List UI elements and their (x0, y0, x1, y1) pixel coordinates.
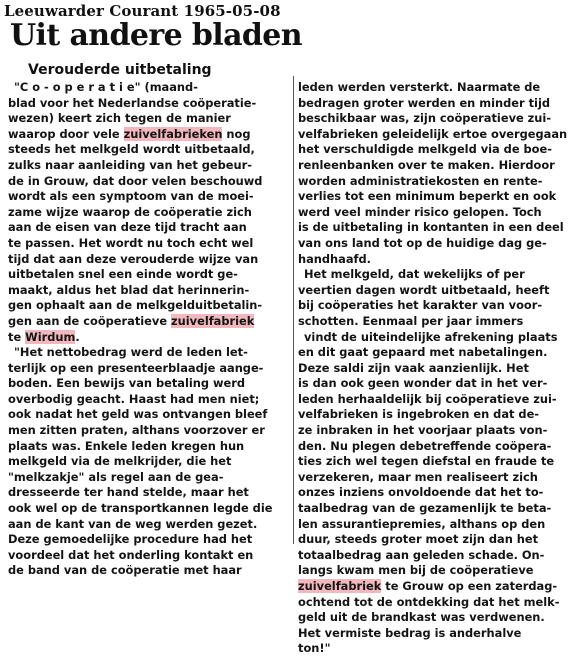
line-text: langs kwam men bij de coöperatieve (298, 563, 534, 578)
line-text: "C o - o p e r a t i e" (maand- (14, 80, 198, 94)
line-text: beschikbaar was, zijn coöperatieve zui- (298, 111, 552, 126)
text-line (8, 407, 288, 423)
text-line (8, 96, 288, 112)
text-line (298, 283, 580, 299)
line-text: onzes inziens onvoldoende dat het to- (298, 485, 544, 500)
line-text: den. Nu plegen debetreffende coöpera- (298, 438, 552, 453)
line-text: leden herhaaldelijk bij coöperatieve zui- (298, 391, 557, 406)
text-line (8, 485, 288, 501)
line-text: is dan ook geen wonder dat in het ver- (298, 376, 548, 391)
text-line (298, 252, 580, 268)
line-text: renleenbanken over te maken. Hierdoor (298, 157, 555, 172)
article-subheading: Verouderde uitbetaling (28, 62, 212, 78)
text-line (298, 376, 580, 392)
highlighted-term: zuivelfabrieken (123, 126, 223, 141)
text-line (8, 392, 288, 408)
line-text: taalbedrag van de gezamenlijk te beta- (298, 501, 552, 516)
line-text: wezen) keert zich tegen de manier (8, 111, 231, 126)
text-line (8, 470, 288, 486)
column-divider (293, 76, 294, 544)
highlighted-term: Wirdum (25, 329, 76, 344)
line-text: dresseerde ter hand stelde, maar het (8, 485, 249, 500)
text-line (8, 283, 288, 299)
text-line (298, 298, 580, 314)
text-line (298, 595, 580, 611)
line-text: Deze gemoedelijke procedure had het (8, 532, 253, 547)
line-text: het verschuldigde melkgeld via de boe- (298, 142, 552, 157)
newspaper-masthead: Leeuwarder Courant 1965-05-08 (4, 2, 281, 20)
text-line (8, 80, 288, 96)
line-text: veertien dagen wordt uitbetaald, heeft (298, 282, 550, 297)
text-line (298, 439, 580, 455)
line-text: men zitten praten, althans voorzover er (8, 423, 265, 438)
line-text: "Het nettobedrag werd de leden let- (14, 345, 248, 360)
text-line (8, 454, 288, 470)
line-text: en dit gaat gepaard met nabetalingen. (298, 345, 548, 360)
text-line (8, 548, 288, 564)
text-line (8, 376, 288, 392)
line-text: de in Grouw, dat door velen beschouwd (8, 173, 263, 188)
line-text: maakt, aldus het blad dat herinnerin- (8, 282, 250, 297)
text-line (298, 158, 580, 174)
text-line (8, 267, 288, 283)
text-line (8, 517, 288, 533)
line-text: tijd dat aan deze verouderde wijze van (8, 251, 259, 266)
text-line (298, 174, 580, 190)
line-text: overbodig geacht. Haast had men niet; (8, 391, 260, 406)
line-text: ton!" (298, 641, 331, 656)
article-headline: Uit andere bladen (10, 18, 302, 53)
text-line (8, 345, 288, 361)
line-text: totaalbedrag aan geleden schade. On- (298, 547, 545, 562)
text-line (8, 330, 288, 346)
line-text: zulks naar aanleiding van het gebeur- (8, 157, 252, 172)
article-column-right (298, 80, 580, 657)
line-text: te passen. Het wordt nu toch echt wel (8, 235, 254, 250)
text-line (298, 517, 580, 533)
text-line (298, 220, 580, 236)
text-line (8, 314, 288, 330)
text-line (8, 423, 288, 439)
text-line (298, 236, 580, 252)
line-text: bij coöperaties het karakter van voor- (298, 298, 543, 313)
line-text: uitbetalen snel een einde wordt ge- (8, 267, 238, 282)
line-text: gen ophaalt aan de melkgelduitbetalin- (8, 298, 263, 313)
line-text: aan de eisen van deze tijd tracht aan (8, 220, 247, 235)
text-line (298, 641, 580, 657)
line-text: velfabrieken geleidelijk ertoe overgegaan (298, 126, 568, 141)
text-line (8, 563, 288, 579)
line-text: te Grouw op een zaterdag- (381, 579, 558, 593)
text-line (8, 361, 288, 377)
line-text: gen aan de coöperatieve (8, 313, 172, 328)
text-line (8, 158, 288, 174)
line-text: bedragen groter werden en minder tijd (298, 95, 551, 110)
text-line (8, 439, 288, 455)
line-text: van ons land tot op de huidige dag ge- (298, 235, 547, 250)
line-text: worden administratiekosten en rente- (298, 173, 543, 188)
line-text: ook nadat het geld was ontvangen bleef (8, 407, 268, 422)
line-text: de band van de coöperatie met haar (8, 563, 242, 578)
text-line (8, 220, 288, 236)
line-text: Deze saldi zijn vaak aanzienlijk. Het (298, 360, 529, 375)
text-line (298, 205, 580, 221)
text-line (298, 563, 580, 579)
line-text: geld uit de brandkast was verdwenen. (298, 610, 545, 625)
text-line (8, 236, 288, 252)
text-line (298, 548, 580, 564)
line-text: . (75, 329, 80, 344)
text-line (8, 501, 288, 517)
line-text: velfabrieken is ingebroken en dat de- (298, 407, 540, 422)
text-line (8, 142, 288, 158)
line-text: blad voor het Nederlandse coöperatie- (8, 95, 257, 110)
text-line (298, 485, 580, 501)
text-line (298, 610, 580, 626)
line-text: steeds het melkgeld wordt uitbetaald, (8, 142, 255, 157)
text-line (298, 470, 580, 486)
text-line (298, 142, 580, 158)
line-text: ook wel op de transportkannen legde die (8, 501, 273, 516)
line-text: melkgeld via de melkrijder, die het (8, 454, 232, 469)
text-line (8, 111, 288, 127)
text-line (298, 111, 580, 127)
text-line (298, 407, 580, 423)
text-line (298, 454, 580, 470)
line-text: schotten. Eenmaal per jaar immers (298, 313, 524, 328)
text-line (8, 532, 288, 548)
line-text: handhaafd. (298, 251, 371, 266)
line-text: boden. Een bewijs van betaling werd (8, 376, 246, 391)
text-line (298, 314, 580, 330)
line-text: duur, steeds groter moet zijn dan het (298, 532, 539, 547)
text-line (8, 205, 288, 221)
text-line (298, 330, 580, 346)
text-line (8, 298, 288, 314)
line-text: len assurantiepremies, althans op den (298, 516, 546, 531)
text-line (8, 127, 288, 143)
text-line (298, 501, 580, 517)
text-line (298, 96, 580, 112)
article-column-left (8, 80, 288, 579)
text-line (298, 345, 580, 361)
text-line (298, 532, 580, 548)
text-line (298, 626, 580, 642)
text-line (8, 174, 288, 190)
line-text: ze inbraken in het voorjaar plaats von- (298, 423, 548, 438)
text-line (298, 267, 580, 283)
line-text: aan de kant van de weg werden gezet. (8, 516, 258, 531)
line-text: terlijk op een presenteerblaadje aange- (8, 360, 264, 375)
line-text: wordt als een symptoom van de moei- (8, 189, 254, 204)
line-text: te (8, 329, 26, 344)
line-text: Het vermiste bedrag is anderhalve (298, 625, 522, 640)
line-text: ties zich wel tegen diefstal en fraude te (298, 454, 555, 469)
line-text: Het melkgeld, dat wekelijks of per (304, 267, 525, 282)
text-line (298, 127, 580, 143)
text-line (298, 189, 580, 205)
highlighted-term: zuivelfabriek (171, 313, 255, 328)
text-line (298, 423, 580, 439)
text-line (8, 252, 288, 268)
line-text: voordeel dat het onderling kontakt en (8, 547, 254, 562)
text-line (298, 392, 580, 408)
text-line (298, 579, 580, 595)
line-text: leden werden versterkt. Naarmate de (298, 80, 541, 94)
text-line (8, 189, 288, 205)
text-line (298, 80, 580, 96)
line-text: werd veel minder risico gelopen. Toch (298, 204, 542, 219)
text-line (298, 361, 580, 377)
line-text: plaats was. Enkele leden kregen hun (8, 438, 245, 453)
line-text: zame wijze waarop de coöperatie zich (8, 204, 252, 219)
line-text: waarop door vele (8, 126, 124, 141)
line-text: ochtend tot de ontdekking dat het melk- (298, 594, 560, 609)
line-text: nog (222, 126, 251, 141)
line-text: verzekeren, maar men realiseert zich (298, 469, 538, 484)
line-text: is de uitbetaling in kontanten in een deel (298, 220, 564, 235)
line-text: verlies tot een minimum beperkt en ook (298, 189, 557, 204)
line-text: "melkzakje" als regel aan de gea- (8, 469, 224, 484)
line-text: vindt de uiteindelijke afrekening plaats (304, 329, 558, 344)
highlighted-term: zuivelfabriek (298, 579, 382, 593)
